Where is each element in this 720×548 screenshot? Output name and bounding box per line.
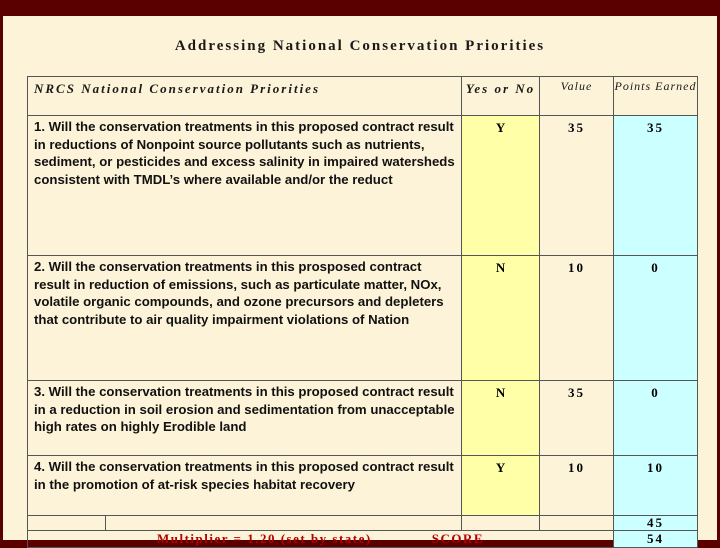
score-label: SCORE bbox=[431, 531, 485, 546]
empty-cell bbox=[540, 516, 614, 531]
answer-cell: N bbox=[462, 381, 540, 456]
answer-cell: N bbox=[462, 256, 540, 381]
empty-cell bbox=[462, 516, 540, 531]
value-cell: 35 bbox=[540, 381, 614, 456]
header-priorities: NRCS National Conservation Priorities bbox=[28, 77, 462, 116]
answer-cell: Y bbox=[462, 116, 540, 256]
page-title: Addressing National Conservation Priorities bbox=[174, 38, 546, 54]
points-cell: 0 bbox=[614, 256, 698, 381]
multiplier-cell bbox=[28, 531, 614, 548]
total-points-cell: 45 bbox=[614, 516, 698, 531]
total-row bbox=[28, 516, 698, 531]
table-row bbox=[28, 256, 698, 381]
multiplier-text: Multiplier = 1.20 (set by state) bbox=[156, 531, 372, 546]
question-cell: 4. Will the conservation treatments in this proposed contract result in the promotion of at-risk species habitat recovery bbox=[28, 456, 462, 516]
answer-cell: Y bbox=[462, 456, 540, 516]
value-cell: 35 bbox=[540, 116, 614, 256]
value-cell: 10 bbox=[540, 456, 614, 516]
header-points: Points Earned bbox=[614, 77, 698, 116]
question-cell: 1. Will the conservation treatments in this proposed contract result in reductions of Nonpoint source pollutants such as nutrients, sediment, or pesticides and excess salinity in impaired watersheds consistent with TMDL’s where available and/or the reduct bbox=[28, 116, 462, 256]
header-yes-no: Yes or No bbox=[462, 77, 540, 116]
table-header-row bbox=[28, 77, 698, 116]
points-cell: 35 bbox=[614, 116, 698, 256]
points-cell: 10 bbox=[614, 456, 698, 516]
header-value: Value bbox=[540, 77, 614, 116]
points-cell: 0 bbox=[614, 381, 698, 456]
table-row bbox=[28, 456, 698, 516]
table-row bbox=[28, 381, 698, 456]
score-row bbox=[28, 531, 698, 548]
empty-cell bbox=[106, 516, 462, 531]
score-value-cell: 54 bbox=[614, 531, 698, 548]
slide bbox=[3, 16, 717, 546]
priorities-table bbox=[27, 76, 698, 548]
empty-cell bbox=[28, 516, 106, 531]
value-cell: 10 bbox=[540, 256, 614, 381]
question-cell: 3. Will the conservation treatments in this proposed contract result in a reduction in soil erosion and sedimentation from unacceptable high rates on highly Erodible land bbox=[28, 381, 462, 456]
question-cell: 2. Will the conservation treatments in this prosposed contract result in reduction of emissions, such as particulate matter, NOx, volatile organic compounds, and ozone precursors and depleters that contribute to air quality impairment violations of Nation bbox=[28, 256, 462, 381]
table-row bbox=[28, 116, 698, 256]
